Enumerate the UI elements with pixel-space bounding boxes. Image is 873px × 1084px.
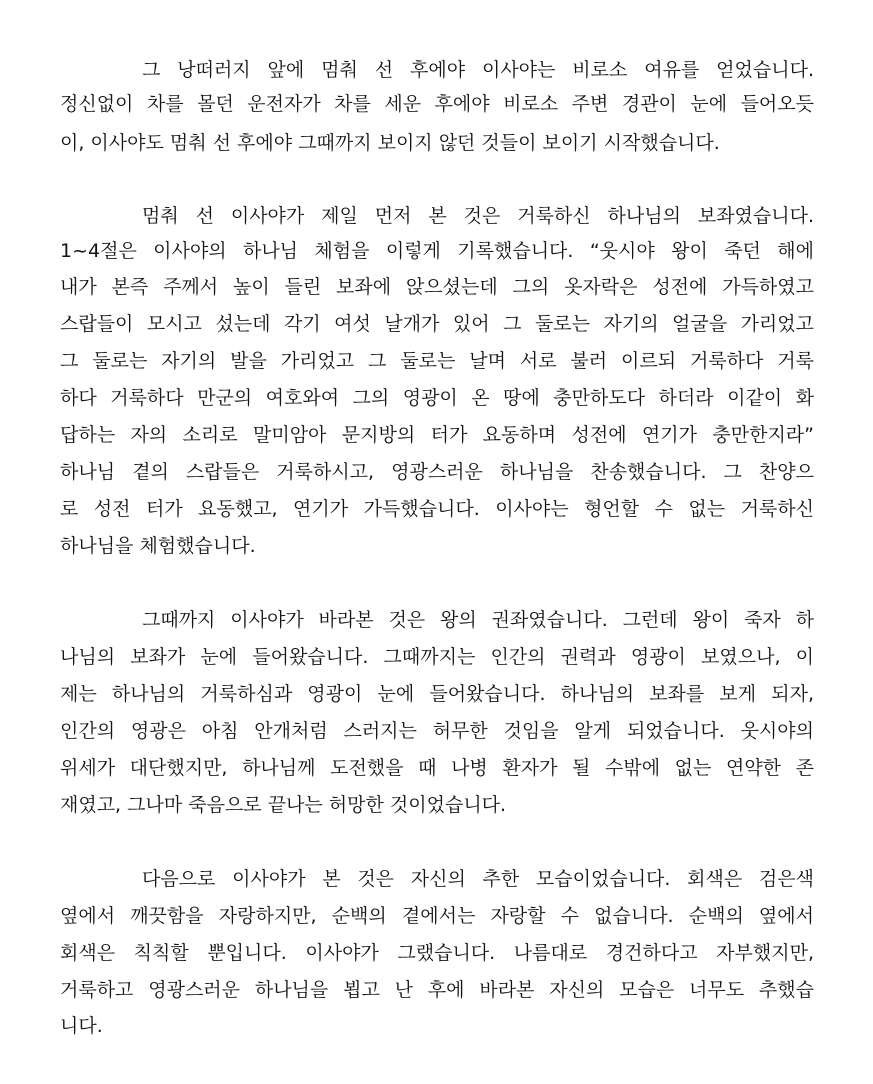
paragraph-2-line-10: 하나님을 체험했습니다.	[60, 535, 256, 557]
paragraph-4-line-5: 니다.	[60, 1015, 103, 1037]
paragraph-1-line-1: 그 낭떠러지 앞에 멈춰 선 후에야 이사야는 비로소 여유를 얻었습니다.	[142, 59, 814, 81]
paragraph-2-line-2: 1~4절은 이사야의 하나님 체험을 이렇게 기록했습니다. “웃시야 왕이 죽던 해에	[60, 240, 814, 262]
paragraph-3-line-1: 그때까지 이사야가 바라본 것은 왕의 권좌였습니다. 그런데 왕이 죽자 하	[142, 609, 814, 631]
paragraph-4-line-4: 거룩하고 영광스러운 하나님을 뵙고 난 후에 바라본 자신의 모습은 너무도 추했습	[60, 979, 814, 1001]
paragraph-2-line-5: 그 둘로는 자기의 발을 가리었고 그 둘로는 날며 서로 불러 이르되 거룩하다 거룩	[60, 350, 814, 372]
paragraph-3-line-4: 인간의 영광은 아침 안개처럼 스러지는 허무한 것임을 알게 되었습니다. 웃시야의	[60, 720, 814, 742]
paragraph-2-line-3: 내가 본즉 주께서 높이 들린 보좌에 앉으셨는데 그의 옷자락은 성전에 가득하였고	[60, 276, 814, 298]
paragraph-2-line-8: 하나님 곁의 스랍들은 거룩하시고, 영광스러운 하나님을 찬송했습니다. 그 찬양으	[60, 461, 814, 483]
paragraph-4-line-2: 옆에서 깨끗함을 자랑하지만, 순백의 곁에서는 자랑할 수 없습니다. 순백의 옆에서	[60, 905, 814, 927]
paragraph-4-line-3: 회색은 칙칙할 뿐입니다. 이사야가 그랬습니다. 나름대로 경건하다고 자부했지만,	[60, 942, 814, 964]
paragraph-2-line-4: 스랍들이 모시고 섰는데 각기 여섯 날개가 있어 그 둘로는 자기의 얼굴을 가리었고	[60, 313, 814, 335]
paragraph-3-line-5: 위세가 대단했지만, 하나님께 도전했을 때 나병 환자가 될 수밖에 없는 연약한 존	[60, 757, 814, 779]
paragraph-3-line-2: 나님의 보좌가 눈에 들어왔습니다. 그때까지는 인간의 권력과 영광이 보였으나, 이	[60, 646, 814, 668]
paragraph-1-line-3: 이, 이사야도 멈춰 선 후에야 그때까지 보이지 않던 것들이 보이기 시작했습니다.	[60, 132, 720, 154]
paragraph-4-line-1: 다음으로 이사야가 본 것은 자신의 추한 모습이었습니다. 회색은 검은색	[142, 868, 814, 890]
paragraph-2-line-1: 멈춰 선 이사야가 제일 먼저 본 것은 거룩하신 하나님의 보좌였습니다.	[142, 205, 814, 227]
paragraph-1-line-2: 정신없이 차를 몰던 운전자가 차를 세운 후에야 비로소 주변 경관이 눈에 들어오듯	[60, 93, 814, 115]
paragraph-2-line-6: 하다 거룩하다 만군의 여호와여 그의 영광이 온 땅에 충만하도다 하더라 이같이 화	[60, 387, 814, 409]
paragraph-3-line-3: 제는 하나님의 거룩하심과 영광이 눈에 들어왔습니다. 하나님의 보좌를 보게 되자,	[60, 683, 814, 705]
paragraph-2-line-7: 답하는 자의 소리로 말미암아 문지방의 터가 요동하며 성전에 연기가 충만한지라”	[60, 424, 814, 446]
paragraph-2-line-9: 로 성전 터가 요동했고, 연기가 가득했습니다. 이사야는 형언할 수 없는 거룩하신	[60, 498, 814, 520]
paragraph-3-line-6: 재였고, 그나마 죽음으로 끝나는 허망한 것이었습니다.	[60, 794, 507, 816]
